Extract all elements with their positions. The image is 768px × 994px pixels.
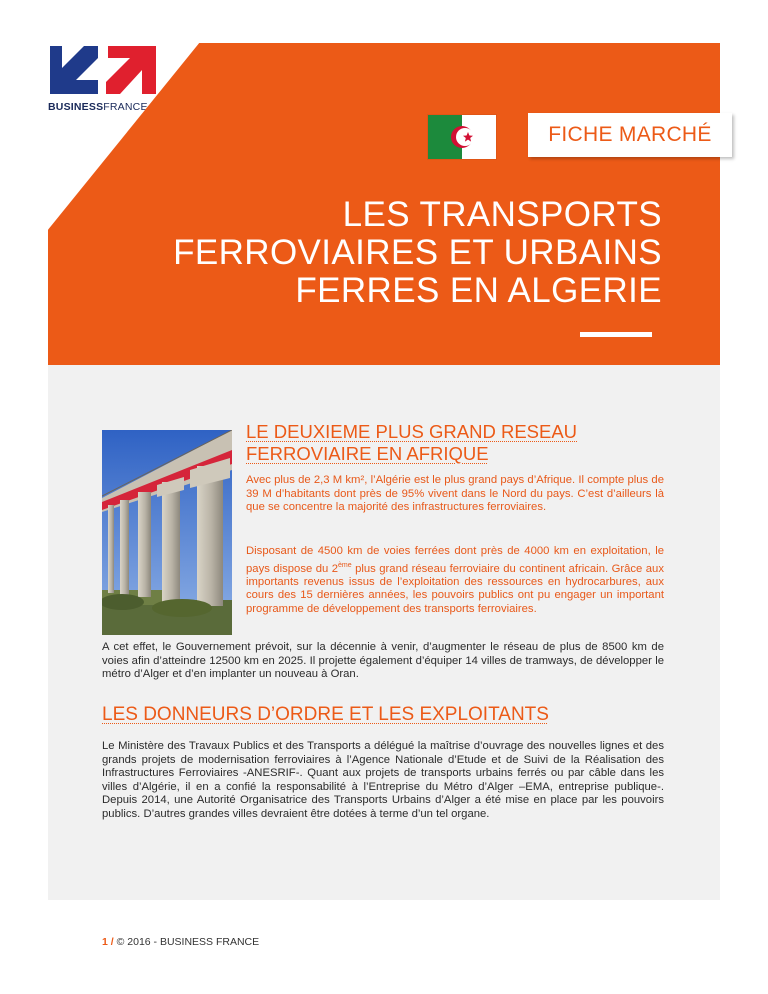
fiche-marche-tag: FICHE MARCHÉ (528, 113, 732, 157)
intro-paragraph: Avec plus de 2,3 M km², l’Algérie est le plus grand pays d’Afrique. Il compte plus de 39 M d’habitants dont près de 95% vivent dans le Nord du pays. C’est d’ailleurs là que se concentre la majorité des infrastructures ferroviaires. (246, 474, 664, 513)
network-paragraph: Disposant de 4500 km de voies ferrées dont près de 4000 km en exploitation, le pays dispose du 2ème plus grand réseau ferroviaire du continent africain. Grâce aux importants revenus issus de l’exploitation des ressources en hydrocarbures, aux cours des 15 dernières années, les pouvoirs publics ont pu engager un important programme de développement des transports ferroviaires. (246, 545, 664, 615)
page-footer: 1 / © 2016 - BUSINESS FRANCE (102, 936, 260, 948)
title-divider (580, 332, 652, 337)
viaduct-photo (102, 430, 232, 635)
logo-wordmark: BUSINESSFRANCE (48, 101, 148, 113)
donneurs-paragraph: Le Ministère des Travaux Publics et des Transports a délégué la maîtrise d’ouvrage des nouvelles lignes et des grands projets de modernisation ferroviaires à l’Agence Nationale d’Etude et de Suivi de la Réalisation des Infrastructures Ferroviaires -ANESRIF-. Quant aux projets de transports urbains ferrés ou par câble dans les villes d’Algérie, il en a confié la responsabilité à l’Entreprise du Métro d’Alger –EMA, entreprise publique-. Depuis 2014, une Autorité Organisatrice des Transports Urbains d’Alger a été mise en place par les pouvoirs publics. D’autres grandes villes devraient être dotées à terme d’un tel organe. (102, 740, 664, 820)
section-heading-donneurs: LES DONNEURS D’ORDRE ET LES EXPLOITANTS (102, 704, 549, 725)
section-heading-reseau: LE DEUXIEME PLUS GRAND RESEAU FERROVIAIRE EN AFRIQUE (246, 421, 578, 464)
page-title: LES TRANSPORTS FERROVIAIRES ET URBAINS FERRES EN ALGERIE (173, 195, 662, 310)
business-france-logo (48, 44, 168, 114)
algeria-flag-icon (428, 115, 496, 159)
government-plan-paragraph: A cet effet, le Gouvernement prévoit, sur la décennie à venir, d’augmenter le réseau de plus de 8500 km de voies afin d’atteindre 12500 km en 2025. Il projette également d’équiper 14 villes de tramways, de développer le métro d’Alger et d’en implanter un nouveau à Oran. (102, 641, 664, 680)
logo-arrows-icon (48, 44, 160, 96)
